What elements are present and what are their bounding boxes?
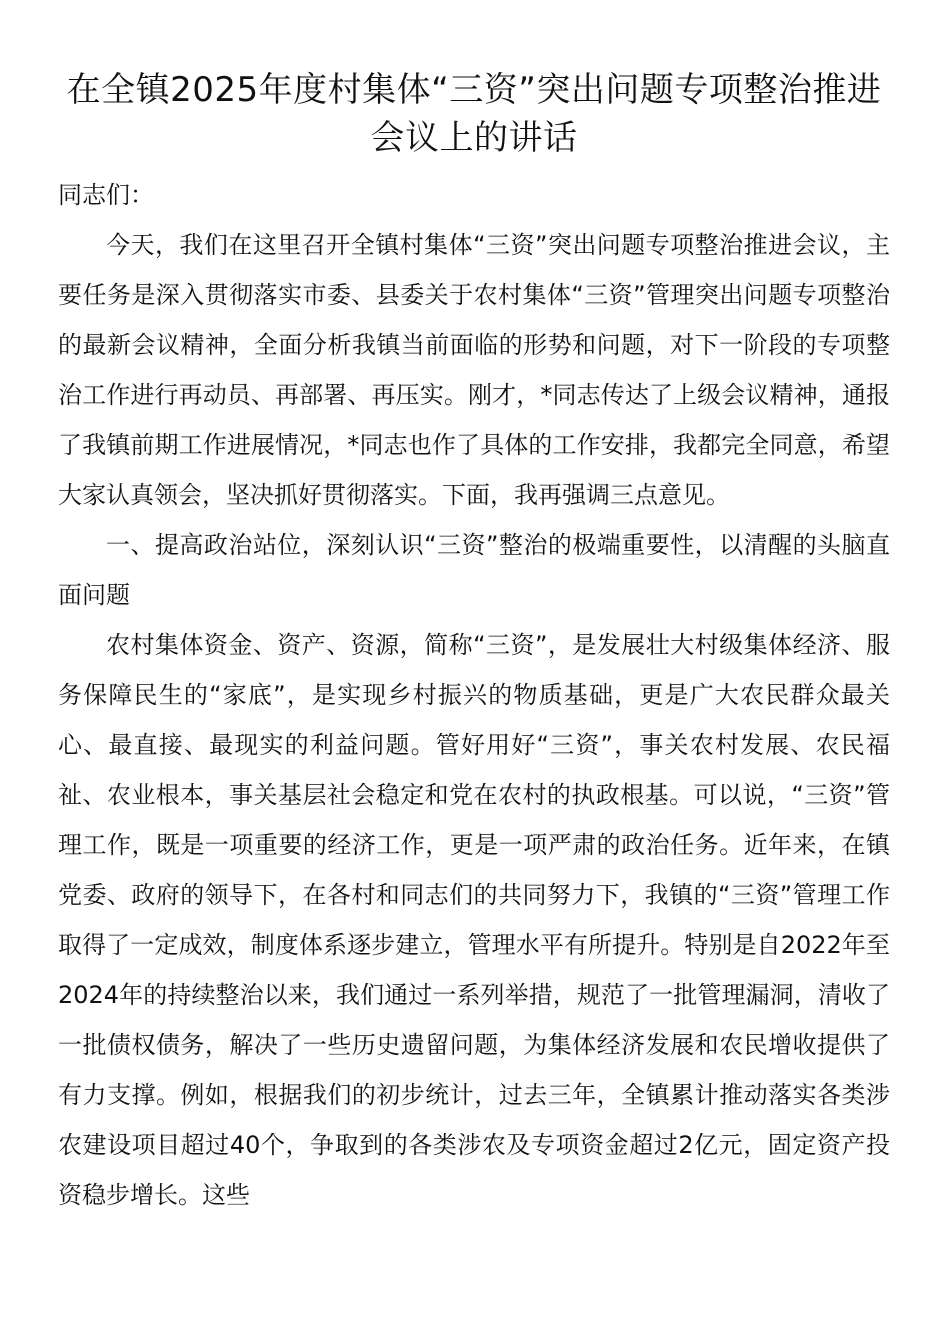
salutation: 同志们： <box>58 181 154 209</box>
document-title: 在全镇2025年度村集体“三资”突出问题专项整治推进会议上的讲话 <box>66 70 882 158</box>
opening-paragraph: 今天，我们在这里召开全镇村集体“三资”突出问题专项整治推进会议，主要任务是深入贯彻落实市委、县委关于农村集体“三资”管理突出问题专项整治的最新会议精神，全面分析我镇当前面临的形势和问题，对下一阶段的专项整治工作进行再动员、再部署、再压实。刚才，*同志传达了上级会议精神，通报了我镇前期工作进展情况，*同志也作了具体的工作安排，我都完全同意，希望大家认真领会，坚决抓好贯彻落实。下面，我再强调三点意见。 <box>58 231 890 509</box>
section-heading-1: 一、提高政治站位，深刻认识“三资”整治的极端重要性，以清醒的头脑直面问题 <box>58 531 890 609</box>
section-1-body-paragraph: 农村集体资金、资产、资源，简称“三资”，是发展壮大村级集体经济、服务保障民生的“家底”，是实现乡村振兴的物质基础，更是广大农民群众最关心、最直接、最现实的利益问题。管好用好“三资”，事关农村发展、农民福祉、农业根本，事关基层社会稳定和党在农村的执政根基。可以说，“三资”管理工作，既是一项重要的经济工作，更是一项严肃的政治任务。近年来，在镇党委、政府的领导下，在各村和同志们的共同努力下，我镇的“三资”管理工作取得了一定成效，制度体系逐步建立，管理水平有所提升。特别是自2022年至2024年的持续整治以来，我们通过一系列举措，规范了一批管理漏洞，清收了一批债权债务，解决了一些历史遗留问题，为集体经济发展和农民增收提供了有力支撑。例如，根据我们的初步统计，过去三年，全镇累计推动落实各类涉农建设项目超过40个，争取到的各类涉农及专项资金超过2亿元，固定资产投资稳步增长。这些 <box>58 631 890 1209</box>
document-page <box>58 66 890 1220</box>
